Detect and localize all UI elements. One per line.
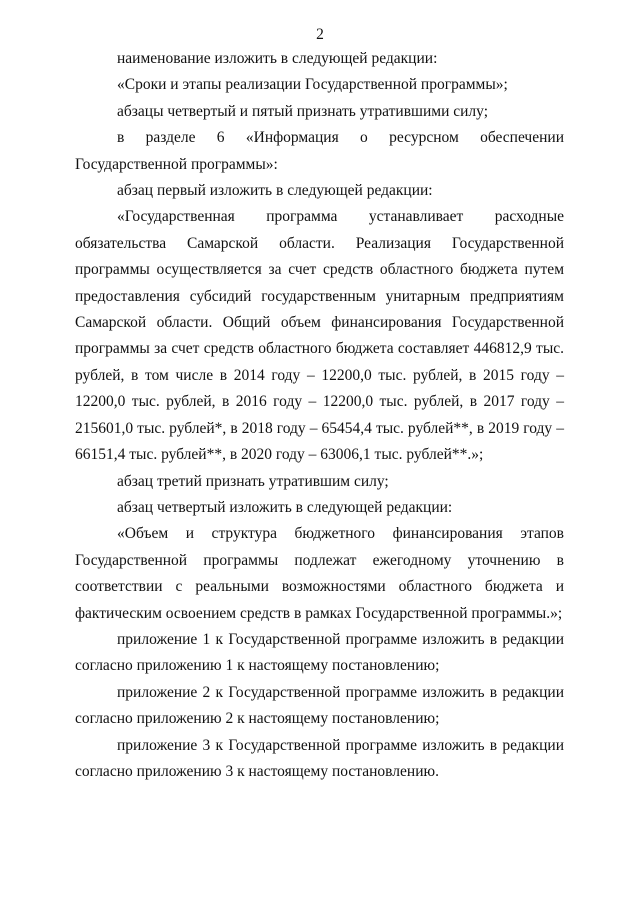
- paragraph: приложение 3 к Государственной программе изложить в редакции согласно приложению 3 к настоящему постановлению.: [75, 736, 564, 780]
- document-body: [75, 46, 564, 785]
- paragraph: абзац первый изложить в следующей редакции:: [117, 182, 433, 200]
- paragraph: абзацы четвертый и пятый признать утратившими силу;: [117, 102, 489, 120]
- paragraph: в разделе 6 «Информация о ресурсном обеспечении Государственной программы»:: [75, 129, 564, 173]
- paragraph: приложение 1 к Государственной программе изложить в редакции согласно приложению 1 к настоящему постановлению;: [75, 630, 564, 675]
- paragraph: «Объем и структура бюджетного финансирования этапов Государственной программы подлежат ежегодному уточнению в соответствии с реальными возможностями областного бюджета и фактическим освоением средств в рамках Государственной программы.»;: [75, 525, 564, 622]
- paragraph: «Сроки и этапы реализации Государственной программы»;: [117, 76, 508, 94]
- page-number: 2: [316, 26, 324, 43]
- paragraph: наименование изложить в следующей редакции:: [117, 50, 438, 67]
- paragraph: абзац четвертый изложить в следующей редакции:: [117, 498, 453, 516]
- paragraph: абзац третий признать утратившим силу;: [117, 472, 389, 490]
- paragraph: приложение 2 к Государственной программе изложить в редакции согласно приложению 2 к настоящему постановлению;: [75, 683, 564, 728]
- paragraph: «Государственная программа устанавливает расходные обязательства Самарской области. Реализация Государственной программы осуществляется за счет средств областного бюджета путем предоставления субсидий государственным унитарным предприятиям Самарской области. Общий объем финансирования Государственной программы за счет средств областного бюджета составляет 446812,9 тыс. рублей, в том числе в 2014 году – 12200,0 тыс. рублей, в 2015 году – 12200,0 тыс. рублей, в 2016 году – 12200,0 тыс. рублей, в 2017 году – 215601,0 тыс. рублей*, в 2018 году – 65454,4 тыс. рублей**, в 2019 году – 66151,4 тыс. рублей**, в 2020 году – 63006,1 тыс. рублей**.»;: [75, 208, 564, 464]
